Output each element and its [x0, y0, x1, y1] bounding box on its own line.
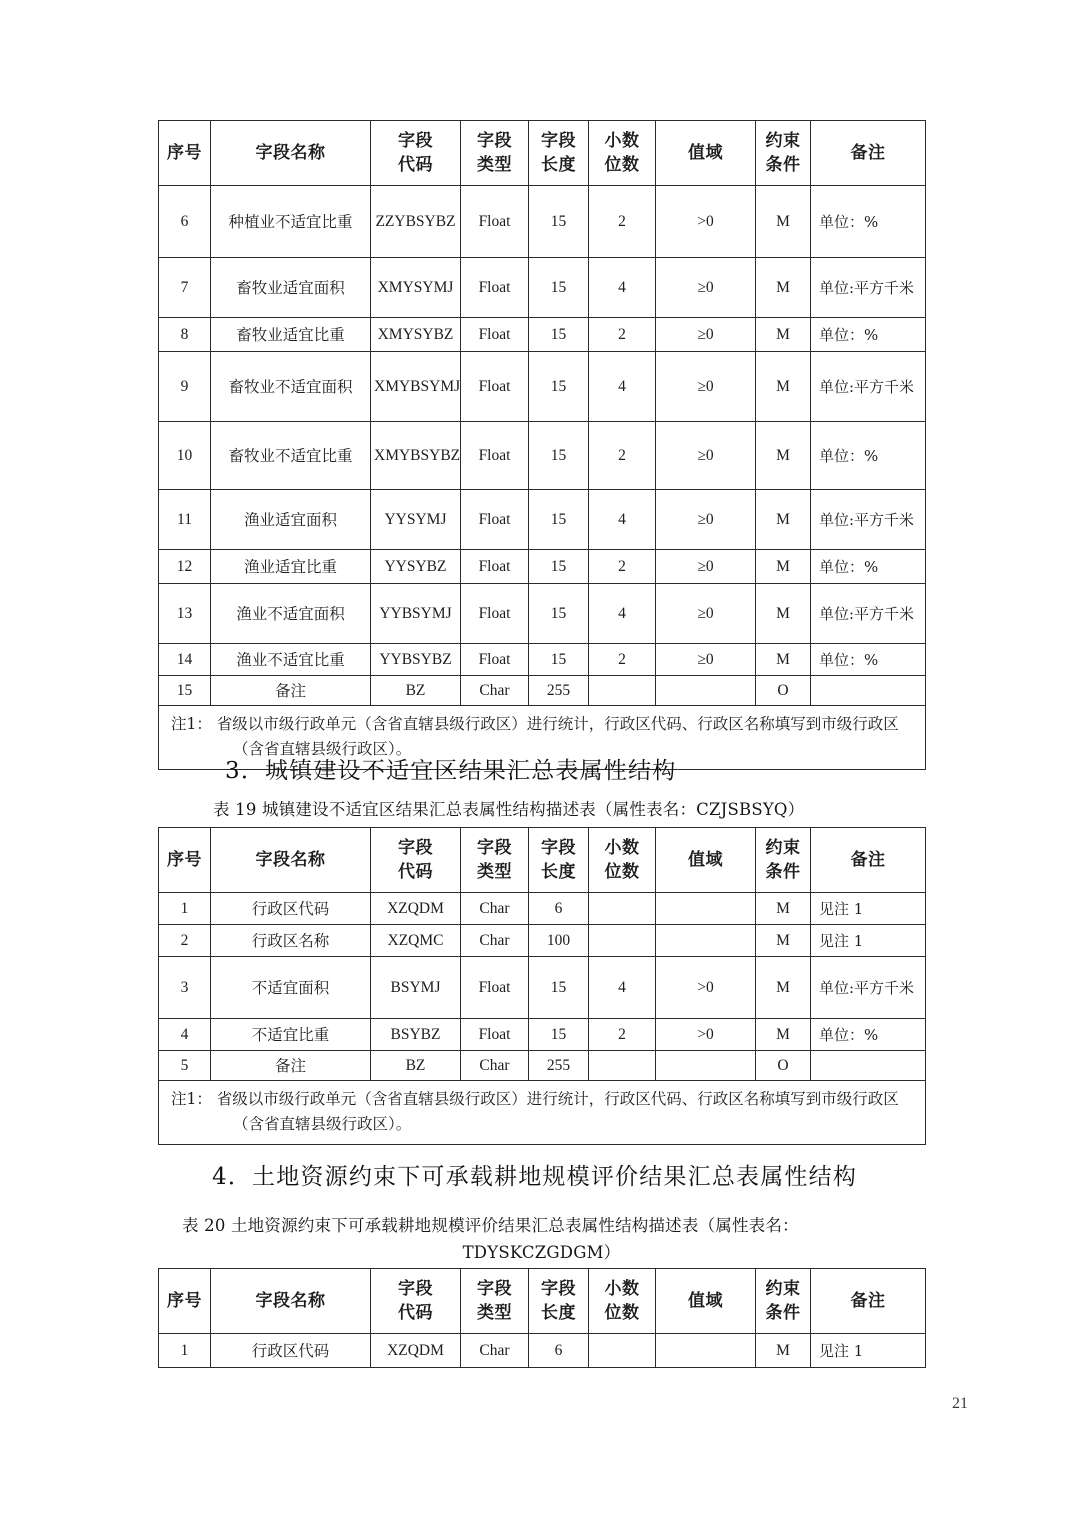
- cell-decimals: 2: [589, 644, 656, 676]
- cell-constraint: M: [756, 893, 811, 925]
- cell-decimals: 2: [589, 1019, 656, 1051]
- cell-field-code: YYBSYBZ: [371, 644, 461, 676]
- cell-field-length: 6: [529, 893, 589, 925]
- cell-field-type: Float: [461, 957, 529, 1019]
- cell-field-length: 100: [529, 925, 589, 957]
- table-row: [159, 352, 926, 422]
- table-header-row: [159, 1269, 926, 1334]
- col-header-seq: 序号: [159, 828, 211, 893]
- table-row: [159, 550, 926, 584]
- table-row: [159, 584, 926, 644]
- cell-decimals: 4: [589, 490, 656, 550]
- section-heading-3: 3．城镇建设不适宜区结果汇总表属性结构: [225, 758, 677, 784]
- table-row: [159, 1019, 926, 1051]
- cell-seq: 11: [159, 490, 211, 550]
- cell-decimals: 4: [589, 957, 656, 1019]
- page-number: 21: [952, 1395, 968, 1412]
- cell-field-code: BZ: [371, 1051, 461, 1081]
- col-header-field-type: 字段 类型: [461, 1269, 529, 1334]
- cell-seq: 15: [159, 676, 211, 706]
- cell-field-length: 15: [529, 957, 589, 1019]
- cell-field-length: 15: [529, 490, 589, 550]
- table-row: [159, 676, 926, 706]
- cell-constraint: M: [756, 584, 811, 644]
- cell-field-type: Float: [461, 550, 529, 584]
- cell-seq: 13: [159, 584, 211, 644]
- table-18-continued: [158, 120, 926, 770]
- cell-field-length: 15: [529, 186, 589, 258]
- cell-seq: 7: [159, 258, 211, 318]
- cell-decimals: 2: [589, 186, 656, 258]
- cell-field-name: 畜牧业适宜面积: [211, 258, 371, 318]
- table-caption-20-line2: TDYSKCZGDGM）: [462, 1243, 621, 1262]
- cell-field-name: 不适宜面积: [211, 957, 371, 1019]
- cell-seq: 9: [159, 352, 211, 422]
- cell-field-name: 畜牧业适宜比重: [211, 318, 371, 352]
- col-header-decimals: 小数 位数: [589, 828, 656, 893]
- cell-remark: 单位：%: [811, 186, 926, 258]
- cell-constraint: M: [756, 925, 811, 957]
- cell-field-code: BSYBZ: [371, 1019, 461, 1051]
- table-20: [158, 1268, 926, 1368]
- cell-seq: 5: [159, 1051, 211, 1081]
- cell-field-type: Float: [461, 490, 529, 550]
- col-header-field-code: 字段 代码: [371, 828, 461, 893]
- col-header-constraint: 约束 条件: [756, 1269, 811, 1334]
- col-header-seq: 序号: [159, 1269, 211, 1334]
- cell-field-code: ZZYBSYBZ: [371, 186, 461, 258]
- cell-field-length: 255: [529, 1051, 589, 1081]
- table-row: [159, 318, 926, 352]
- cell-value-range: >0: [656, 1019, 756, 1051]
- col-header-field-length: 字段 长度: [529, 828, 589, 893]
- table-note: 注1： 省级以市级行政单元（含省直辖县级行政区）进行统计，行政区代码、行政区名称填写到市级行政区（含省直辖县级行政区）。: [159, 706, 926, 770]
- cell-field-name: 渔业适宜比重: [211, 550, 371, 584]
- cell-decimals: [589, 893, 656, 925]
- cell-field-name: 备注: [211, 676, 371, 706]
- cell-field-code: YYSYMJ: [371, 490, 461, 550]
- cell-seq: 4: [159, 1019, 211, 1051]
- cell-constraint: M: [756, 258, 811, 318]
- cell-field-code: YYSYBZ: [371, 550, 461, 584]
- table-row: [159, 422, 926, 490]
- cell-field-code: YYBSYMJ: [371, 584, 461, 644]
- cell-field-code: XZQDM: [371, 893, 461, 925]
- cell-decimals: 2: [589, 550, 656, 584]
- col-header-seq: 序号: [159, 121, 211, 186]
- cell-decimals: [589, 1051, 656, 1081]
- cell-remark: 单位:平方千米: [811, 490, 926, 550]
- cell-seq: 12: [159, 550, 211, 584]
- cell-remark: 见注 1: [811, 893, 926, 925]
- cell-seq: 10: [159, 422, 211, 490]
- cell-field-name: 渔业不适宜比重: [211, 644, 371, 676]
- cell-field-type: Char: [461, 676, 529, 706]
- cell-field-type: Float: [461, 584, 529, 644]
- cell-field-name: 畜牧业不适宜面积: [211, 352, 371, 422]
- cell-remark: [811, 1051, 926, 1081]
- cell-field-name: 不适宜比重: [211, 1019, 371, 1051]
- table-header-row: [159, 121, 926, 186]
- col-header-field-length: 字段 长度: [529, 1269, 589, 1334]
- table-row: [159, 893, 926, 925]
- cell-remark: 单位:平方千米: [811, 258, 926, 318]
- cell-field-length: 15: [529, 550, 589, 584]
- table-caption-19: 表 19 城镇建设不适宜区结果汇总表属性结构描述表（属性表名：CZJSBSYQ）: [213, 800, 805, 819]
- cell-value-range: ≥0: [656, 490, 756, 550]
- cell-field-type: Float: [461, 422, 529, 490]
- col-header-field-code: 字段 代码: [371, 1269, 461, 1334]
- cell-remark: 单位：%: [811, 550, 926, 584]
- cell-field-name: 渔业不适宜面积: [211, 584, 371, 644]
- cell-field-code: BSYMJ: [371, 957, 461, 1019]
- cell-remark: 见注 1: [811, 925, 926, 957]
- cell-field-code: XMYBSYBZ: [371, 422, 461, 490]
- table-note-row: [159, 1081, 926, 1145]
- cell-field-code: XZQMC: [371, 925, 461, 957]
- cell-field-type: Char: [461, 893, 529, 925]
- cell-constraint: M: [756, 422, 811, 490]
- cell-seq: 8: [159, 318, 211, 352]
- table-19: [158, 827, 926, 1145]
- table-caption-20-line1: 表 20 土地资源约束下可承载耕地规模评价结果汇总表属性结构描述表（属性表名：: [182, 1216, 799, 1235]
- col-header-constraint: 约束 条件: [756, 828, 811, 893]
- cell-constraint: M: [756, 1334, 811, 1368]
- cell-field-name: 备注: [211, 1051, 371, 1081]
- col-header-value-range: 值域: [656, 1269, 756, 1334]
- cell-field-code: XZQDM: [371, 1334, 461, 1368]
- table-row: [159, 1334, 926, 1368]
- table-note: 注1： 省级以市级行政单元（含省直辖县级行政区）进行统计，行政区代码、行政区名称填写到市级行政区（含省直辖县级行政区）。: [159, 1081, 926, 1145]
- cell-value-range: [656, 893, 756, 925]
- section-heading-4: 4．土地资源约束下可承载耕地规模评价结果汇总表属性结构: [212, 1164, 858, 1190]
- cell-remark: 单位:平方千米: [811, 352, 926, 422]
- cell-decimals: 2: [589, 422, 656, 490]
- cell-field-length: 6: [529, 1334, 589, 1368]
- cell-decimals: 4: [589, 352, 656, 422]
- cell-remark: 单位：%: [811, 1019, 926, 1051]
- col-header-value-range: 值域: [656, 828, 756, 893]
- cell-value-range: [656, 925, 756, 957]
- cell-field-type: Float: [461, 352, 529, 422]
- cell-seq: 3: [159, 957, 211, 1019]
- cell-field-type: Char: [461, 925, 529, 957]
- table-row: [159, 490, 926, 550]
- table-row: [159, 1051, 926, 1081]
- cell-field-name: 渔业适宜面积: [211, 490, 371, 550]
- cell-field-code: BZ: [371, 676, 461, 706]
- col-header-field-name: 字段名称: [211, 1269, 371, 1334]
- cell-value-range: ≥0: [656, 258, 756, 318]
- cell-field-name: 行政区代码: [211, 893, 371, 925]
- cell-value-range: ≥0: [656, 584, 756, 644]
- cell-field-type: Float: [461, 258, 529, 318]
- cell-field-length: 15: [529, 318, 589, 352]
- col-header-value-range: 值域: [656, 121, 756, 186]
- cell-field-length: 15: [529, 1019, 589, 1051]
- cell-decimals: [589, 1334, 656, 1368]
- cell-field-type: Float: [461, 318, 529, 352]
- cell-constraint: M: [756, 550, 811, 584]
- cell-field-type: Float: [461, 1019, 529, 1051]
- cell-field-name: 种植业不适宜比重: [211, 186, 371, 258]
- cell-field-length: 255: [529, 676, 589, 706]
- cell-field-length: 15: [529, 422, 589, 490]
- cell-remark: 单位：%: [811, 318, 926, 352]
- table-header-row: [159, 828, 926, 893]
- table-row: [159, 925, 926, 957]
- cell-constraint: M: [756, 352, 811, 422]
- cell-constraint: O: [756, 676, 811, 706]
- cell-decimals: 4: [589, 258, 656, 318]
- cell-seq: 1: [159, 893, 211, 925]
- cell-constraint: M: [756, 957, 811, 1019]
- cell-value-range: [656, 1051, 756, 1081]
- cell-value-range: ≥0: [656, 644, 756, 676]
- col-header-decimals: 小数 位数: [589, 121, 656, 186]
- cell-remark: 单位：%: [811, 644, 926, 676]
- cell-value-range: >0: [656, 186, 756, 258]
- cell-constraint: M: [756, 186, 811, 258]
- col-header-decimals: 小数 位数: [589, 1269, 656, 1334]
- cell-field-type: Float: [461, 644, 529, 676]
- table-row: [159, 644, 926, 676]
- cell-remark: 单位:平方千米: [811, 584, 926, 644]
- cell-constraint: M: [756, 644, 811, 676]
- col-header-remark: 备注: [811, 121, 926, 186]
- col-header-field-type: 字段 类型: [461, 121, 529, 186]
- col-header-field-name: 字段名称: [211, 121, 371, 186]
- cell-seq: 1: [159, 1334, 211, 1368]
- cell-constraint: M: [756, 318, 811, 352]
- cell-field-type: Char: [461, 1051, 529, 1081]
- cell-decimals: 2: [589, 318, 656, 352]
- cell-constraint: M: [756, 1019, 811, 1051]
- cell-remark: [811, 676, 926, 706]
- cell-decimals: [589, 925, 656, 957]
- cell-value-range: ≥0: [656, 550, 756, 584]
- cell-field-name: 畜牧业不适宜比重: [211, 422, 371, 490]
- cell-field-type: Char: [461, 1334, 529, 1368]
- cell-remark: 单位:平方千米: [811, 957, 926, 1019]
- cell-field-name: 行政区名称: [211, 925, 371, 957]
- cell-value-range: [656, 1334, 756, 1368]
- cell-field-length: 15: [529, 352, 589, 422]
- col-header-constraint: 约束 条件: [756, 121, 811, 186]
- cell-seq: 6: [159, 186, 211, 258]
- col-header-field-type: 字段 类型: [461, 828, 529, 893]
- cell-value-range: ≥0: [656, 352, 756, 422]
- cell-field-length: 15: [529, 258, 589, 318]
- cell-remark: 见注 1: [811, 1334, 926, 1368]
- cell-value-range: ≥0: [656, 422, 756, 490]
- cell-field-code: XMYSYMJ: [371, 258, 461, 318]
- cell-seq: 2: [159, 925, 211, 957]
- col-header-field-name: 字段名称: [211, 828, 371, 893]
- cell-decimals: 4: [589, 584, 656, 644]
- table-row: [159, 186, 926, 258]
- cell-field-type: Float: [461, 186, 529, 258]
- cell-field-length: 15: [529, 584, 589, 644]
- cell-field-code: XMYBSYMJ: [371, 352, 461, 422]
- col-header-remark: 备注: [811, 828, 926, 893]
- cell-value-range: >0: [656, 957, 756, 1019]
- cell-field-name: 行政区代码: [211, 1334, 371, 1368]
- cell-field-length: 15: [529, 644, 589, 676]
- cell-seq: 14: [159, 644, 211, 676]
- col-header-remark: 备注: [811, 1269, 926, 1334]
- cell-remark: 单位：%: [811, 422, 926, 490]
- cell-constraint: O: [756, 1051, 811, 1081]
- table-row: [159, 957, 926, 1019]
- cell-decimals: [589, 676, 656, 706]
- cell-field-code: XMYSYBZ: [371, 318, 461, 352]
- cell-value-range: ≥0: [656, 318, 756, 352]
- col-header-field-length: 字段 长度: [529, 121, 589, 186]
- col-header-field-code: 字段 代码: [371, 121, 461, 186]
- cell-value-range: [656, 676, 756, 706]
- cell-constraint: M: [756, 490, 811, 550]
- table-row: [159, 258, 926, 318]
